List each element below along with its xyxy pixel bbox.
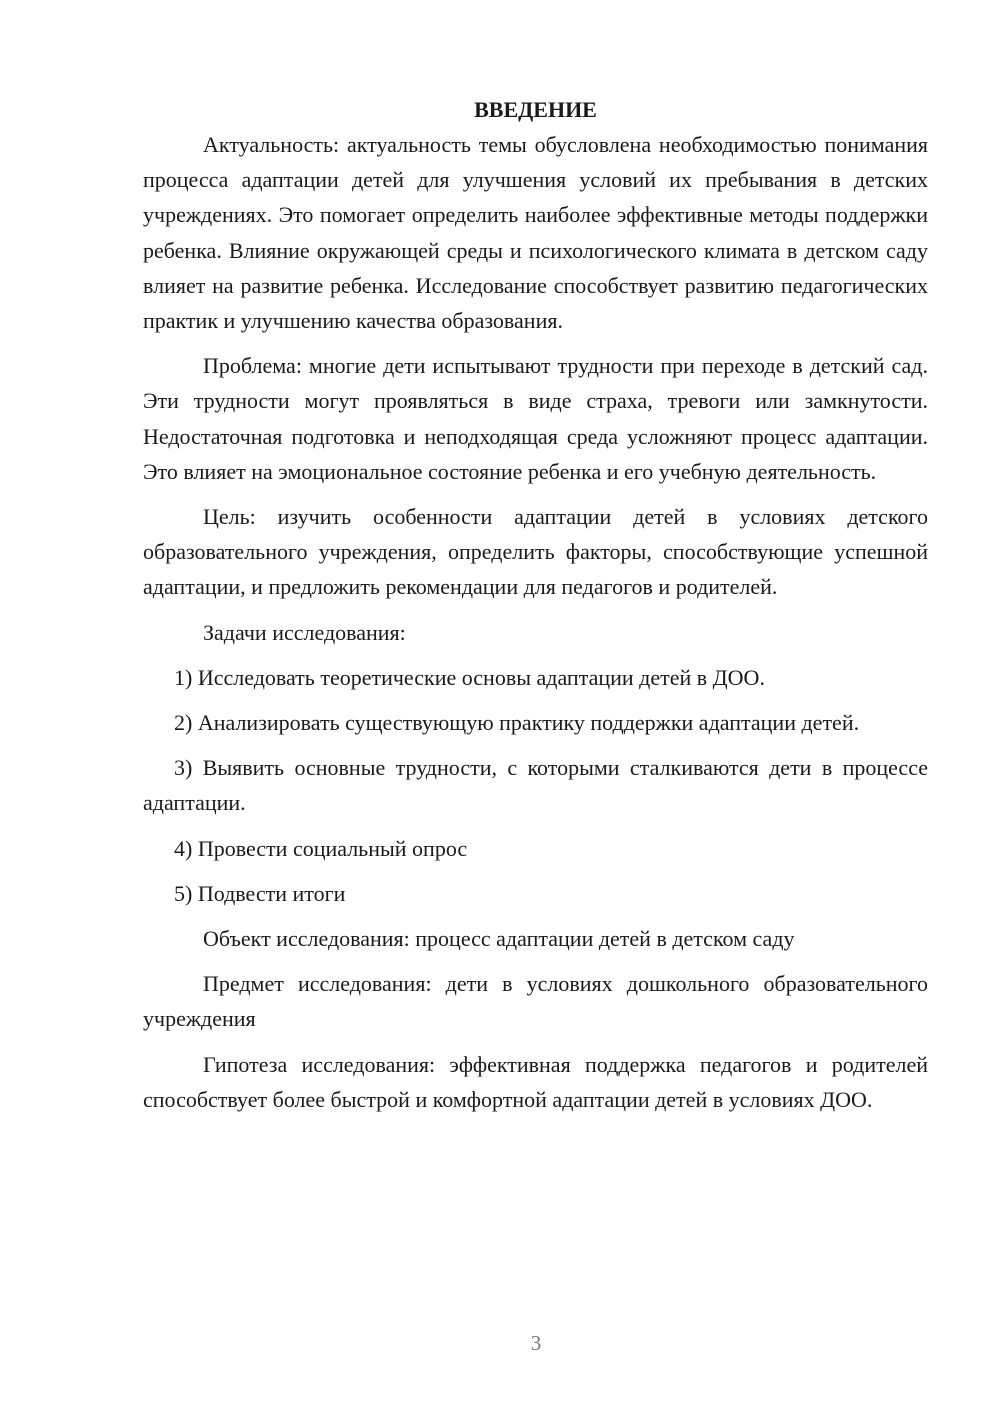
tasks-list: [143, 660, 928, 911]
list-item: 5) Подвести итоги: [174, 880, 346, 906]
page-number: 3: [530, 1331, 542, 1355]
tasks-heading: Задачи исследования:: [203, 619, 406, 645]
paragraph-goal: Цель: изучить особенности адаптации детей в условиях детского образовательного учреждения, определить факторы, способствующие успешной адаптации, и предложить рекомендации для педагогов и родителей.: [143, 504, 928, 600]
list-item: 1) Исследовать теоретические основы адаптации детей в ДОО.: [174, 664, 765, 690]
list-item: 3) Выявить основные трудности, с которыми сталкиваются дети в процессе адаптации.: [143, 755, 928, 816]
list-item: 2) Анализировать существующую практику поддержки адаптации детей.: [174, 710, 860, 736]
document-page: [143, 92, 928, 1127]
paragraph-problem: Проблема: многие дети испытывают трудности при переходе в детский сад. Эти трудности могут проявляться в виде страха, тревоги или замкнутости. Недостаточная подготовка и неподходящая среда усложняют процесс адаптации. Это влияет на эмоциональное состояние ребенка и его учебную деятельность.: [143, 353, 928, 484]
paragraph-object: Объект исследования: процесс адаптации детей в детском саду: [203, 926, 795, 952]
paragraph-hypothesis: Гипотеза исследования: эффективная поддержка педагогов и родителей способствует более быстрой и комфортной адаптации детей в условиях ДОО.: [143, 1051, 928, 1112]
paragraph-relevance: Актуальность: актуальность темы обусловлена необходимостью понимания процесса адаптации детей для улучшения условий их пребывания в детских учреждениях. Это помогает определить наиболее эффективные методы поддержки ребенка. Влияние окружающей среды и психологического климата в детском саду влияет на развитие ребенка. Исследование способствует развитию педагогических практик и улучшению качества образования.: [143, 132, 928, 334]
paragraph-subject: Предмет исследования: дети в условиях дошкольного образовательного учреждения: [143, 971, 928, 1032]
list-item: 4) Провести социальный опрос: [174, 835, 468, 861]
page-title: ВВЕДЕНИЕ: [474, 97, 597, 122]
